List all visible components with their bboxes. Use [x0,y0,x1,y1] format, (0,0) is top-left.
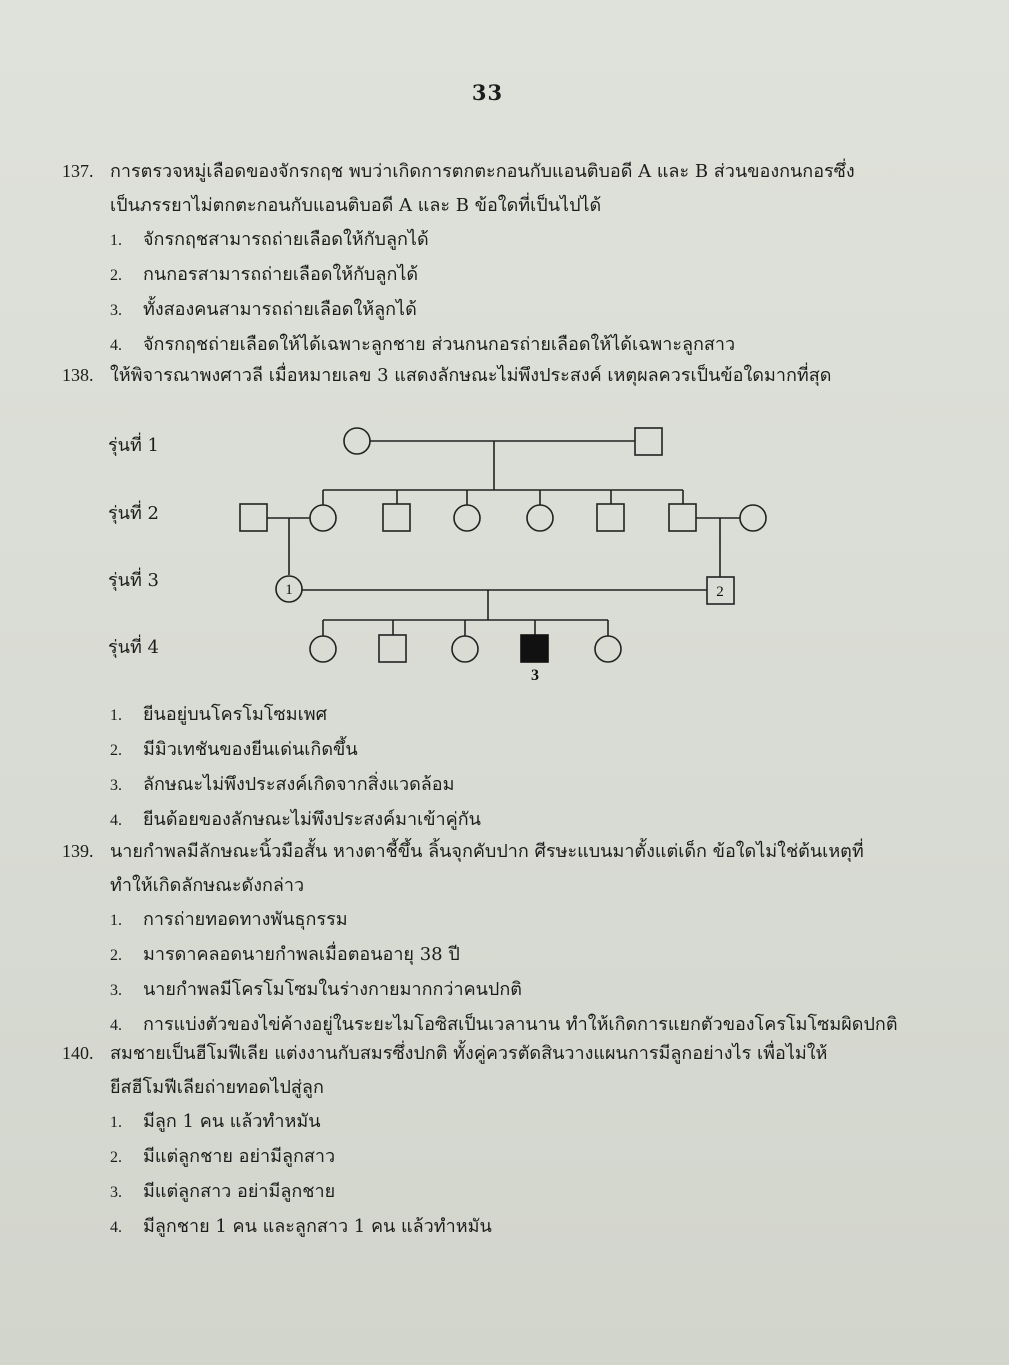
option-number: 4. [110,1017,122,1034]
question-text-line: สมชายเป็นฮีโมฟีเลีย แต่งงานกับสมรซึ่งปกติ ทั้งคู่ควรตัดสินวางแผนการมีลูกอย่างไร เพื่อไม่ให้ [110,1043,828,1064]
gen3-female-label: 1 [285,582,293,598]
gen2-male [597,504,624,531]
page-number: 33 [471,80,504,105]
gen3-male-label: 2 [716,584,724,600]
option-number: 2. [110,742,122,759]
question-text-line: นายกำพลมีลักษณะนิ้วมือสั้น หางตาชี้ขึ้น ลิ้นจุกคับปาก ศีรษะแบนมาตั้งแต่เด็ก ข้อใดไม่ใช่ต้นเหตุที่ [110,841,864,862]
option-number: 3. [110,1184,122,1201]
generation-label-3: รุ่นที่ 3 [108,570,160,591]
gen4-male [379,635,406,662]
question-stem [62,1036,922,1071]
option-text: ยีนอยู่บนโครโมโซมเพศ [143,704,328,725]
option-text: นายกำพลมีโครโมโซมในร่างกายมากกว่าคนปกติ [143,979,522,1000]
gen4-female [595,636,621,662]
gen1-male [635,428,662,455]
answer-option[interactable] [62,768,922,803]
answer-option[interactable] [62,803,922,838]
option-number: 2. [110,947,122,964]
answer-option[interactable] [62,733,922,768]
option-number: 2. [110,267,122,284]
gen2-female [310,505,336,531]
option-text: มารดาคลอดนายกำพลเมื่อตอนอายุ 38 ปี [143,944,460,965]
gen2-male [669,504,696,531]
option-text: มีแต่ลูกชาย อย่ามีลูกสาว [143,1146,336,1167]
gen4-female [310,636,336,662]
option-number: 1. [110,232,122,249]
option-text: ยีนด้อยของลักษณะไม่พึงประสงค์มาเข้าคู่กัน [143,809,481,830]
option-text: จักรกฤชถ่ายเลือดให้ได้เฉพาะลูกชาย ส่วนกนกอรถ่ายเลือดให้ได้เฉพาะลูกสาว [143,334,736,355]
generation-label-2: รุ่นที่ 2 [108,503,160,524]
option-number: 1. [110,912,122,929]
option-text: กนกอรสามารถถ่ายเลือดให้กับลูกได้ [143,264,419,285]
option-number: 4. [110,337,122,354]
gen2-female-spouse-right [740,505,766,531]
option-number: 4. [110,1219,122,1236]
question-140 [62,1036,922,1245]
option-number: 1. [110,707,122,724]
option-number: 3. [110,302,122,319]
generation-label-4: รุ่นที่ 4 [108,637,160,658]
option-text: มีแต่ลูกสาว อย่ามีลูกชาย [143,1181,336,1202]
gen2-male [383,504,410,531]
gen2-female [527,505,553,531]
answer-option[interactable] [62,938,922,973]
option-text: การถ่ายทอดทางพันธุกรรม [143,909,348,930]
option-text: ทั้งสองคนสามารถถ่ายเลือดให้ลูกได้ [143,299,417,320]
option-number: 4. [110,812,122,829]
answer-option[interactable] [62,1105,922,1140]
answer-option[interactable] [62,1210,922,1245]
option-number: 2. [110,1149,122,1166]
question-138-options [62,698,922,838]
answer-option[interactable] [62,973,922,1008]
gen4-female [452,636,478,662]
option-text: มีลูก 1 คน แล้วทำหมัน [143,1111,321,1132]
answer-option[interactable] [62,903,922,938]
option-number: 3. [110,982,122,999]
question-text-line: ยีสฮีโมฟีเลียถ่ายทอดไปสู่ลูก [110,1077,324,1098]
question-text-line: ทำให้เกิดลักษณะดังกล่าว [110,875,305,896]
option-text: มีลูกชาย 1 คน และลูกสาว 1 คน แล้วทำหมัน [143,1216,492,1237]
question-number: 137. [62,161,94,181]
question-number: 140. [62,1043,94,1063]
option-number: 1. [110,1114,122,1131]
question-text-line: เป็นภรรยาไม่ตกตะกอนกับแอนติบอดี A และ B ข้อใดที่เป็นไปได้ [110,195,602,216]
option-text: การแบ่งตัวของไข่ค้างอยู่ในระยะไมโอซิสเป็นเวลานาน ทำให้เกิดการแยกตัวของโครโมโซมผิดปกติ [143,1014,898,1035]
answer-option[interactable] [62,1140,922,1175]
gen1-female [344,428,370,454]
gen2-male-spouse-left [240,504,267,531]
question-139 [62,834,922,1043]
question-number: 138. [62,365,94,385]
question-text-line: การตรวจหมู่เลือดของจักรกฤช พบว่าเกิดการตกตะกอนกับแอนติบอดี A และ B ส่วนของกนกอรซึ่ง [110,161,855,182]
generation-label-1: รุ่นที่ 1 [108,435,160,456]
question-stem [62,834,922,869]
answer-option[interactable] [62,1175,922,1210]
question-text-line: ให้พิจารณาพงศาวลี เมื่อหมายเลข 3 แสดงลักษณะไม่พึงประสงค์ เหตุผลควรเป็นข้อใดมากที่สุด [110,365,832,386]
gen2-female [454,505,480,531]
question-number: 139. [62,841,94,861]
option-text: ลักษณะไม่พึงประสงค์เกิดจากสิ่งแวดล้อม [143,774,455,795]
gen4-affected-label: 3 [531,667,539,684]
gen4-affected-male [521,635,548,662]
option-text: มีมิวเทชันของยีนเด่นเกิดขึ้น [143,739,358,760]
option-number: 3. [110,777,122,794]
answer-option[interactable] [62,698,922,733]
option-text: จักรกฤชสามารถถ่ายเลือดให้กับลูกได้ [143,229,429,250]
